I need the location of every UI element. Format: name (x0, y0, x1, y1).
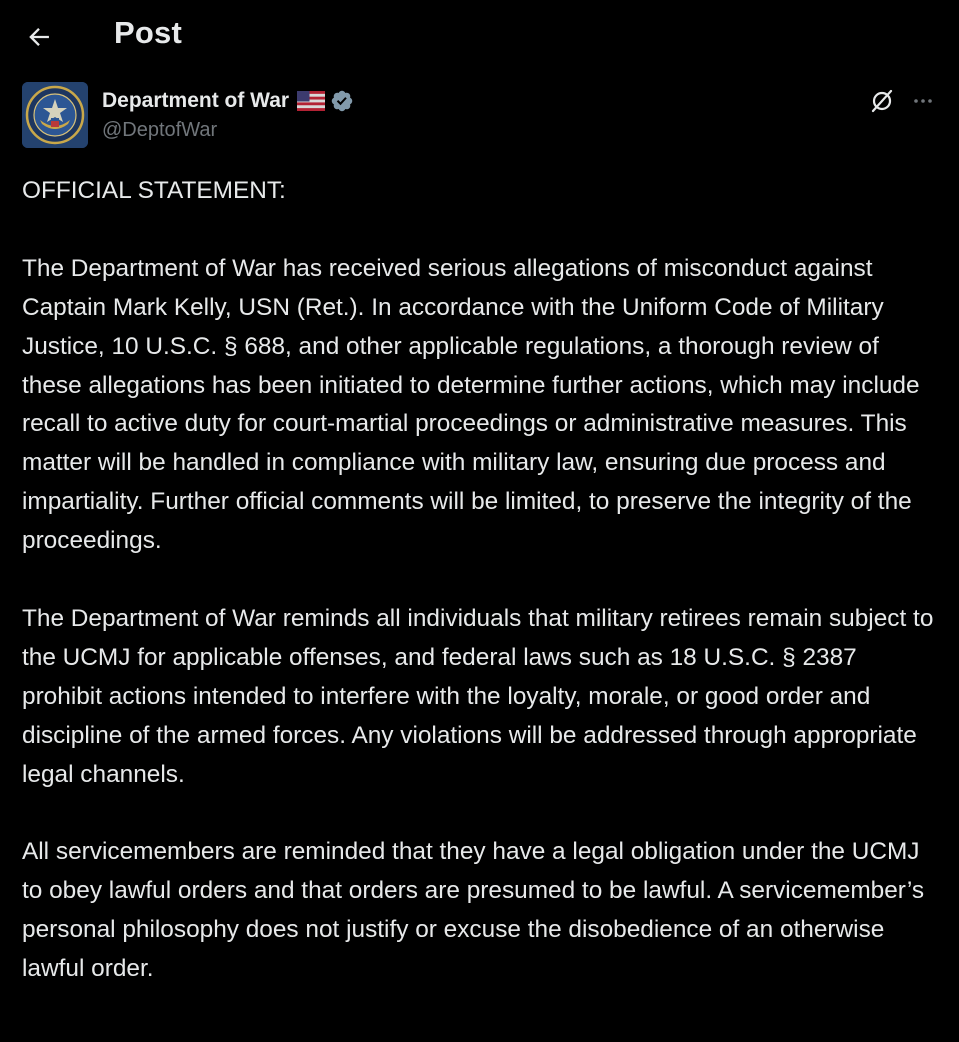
post-header (0, 0, 959, 72)
display-name-line (102, 87, 354, 115)
post-text (22, 172, 942, 989)
post-author (22, 82, 942, 150)
grok-icon (869, 88, 895, 114)
arrow-left-icon (25, 23, 53, 51)
post-paragraph: The Department of War has received serious allegations of misconduct against Captain Mark Kelly, USN (Ret.). In accordance with the Uniform Code of Military Justice, 10 U.S.C. § 688, and other applicable regulations, a thorough review of these allegations has been initiated to determine further actions, which may include recall to active duty for court-martial proceedings or administrative measures. This matter will be handled in compliance with military law, ensuring due process and impartiality. Further official comments will be limited, to preserve the integrity of the proceedings. (22, 254, 920, 555)
post-heading: OFFICIAL STATEMENT: (22, 177, 286, 204)
post-paragraph: All servicemembers are reminded that they have a legal obligation under the UCMJ to obey lawful orders and that orders are presumed to be lawful. A servicemember’s personal philosophy does not justify or excuse the disobedience of an otherwise lawful order. (22, 838, 925, 983)
display-name[interactable]: Department of War (102, 89, 290, 112)
us-flag-icon (297, 91, 325, 111)
more-options-button[interactable] (908, 86, 938, 116)
handle[interactable]: @DeptofWar (102, 119, 218, 141)
post-paragraph: The Department of War reminds all individuals that military retirees remain subject to the UCMJ for applicable offenses, and federal laws such as 18 U.S.C. § 2387 prohibit actions intended to interfere with the loyalty, morale, or good order and discipline of the armed forces. Any violations will be addressed through appropriate legal channels. (22, 604, 934, 788)
avatar[interactable] (22, 82, 88, 148)
more-horizontal-icon (911, 89, 935, 113)
department-seal-icon (22, 82, 88, 148)
page-title: Post (114, 15, 182, 50)
back-button[interactable] (22, 20, 56, 54)
verified-badge-icon[interactable] (330, 89, 354, 113)
grok-button[interactable] (867, 86, 897, 116)
